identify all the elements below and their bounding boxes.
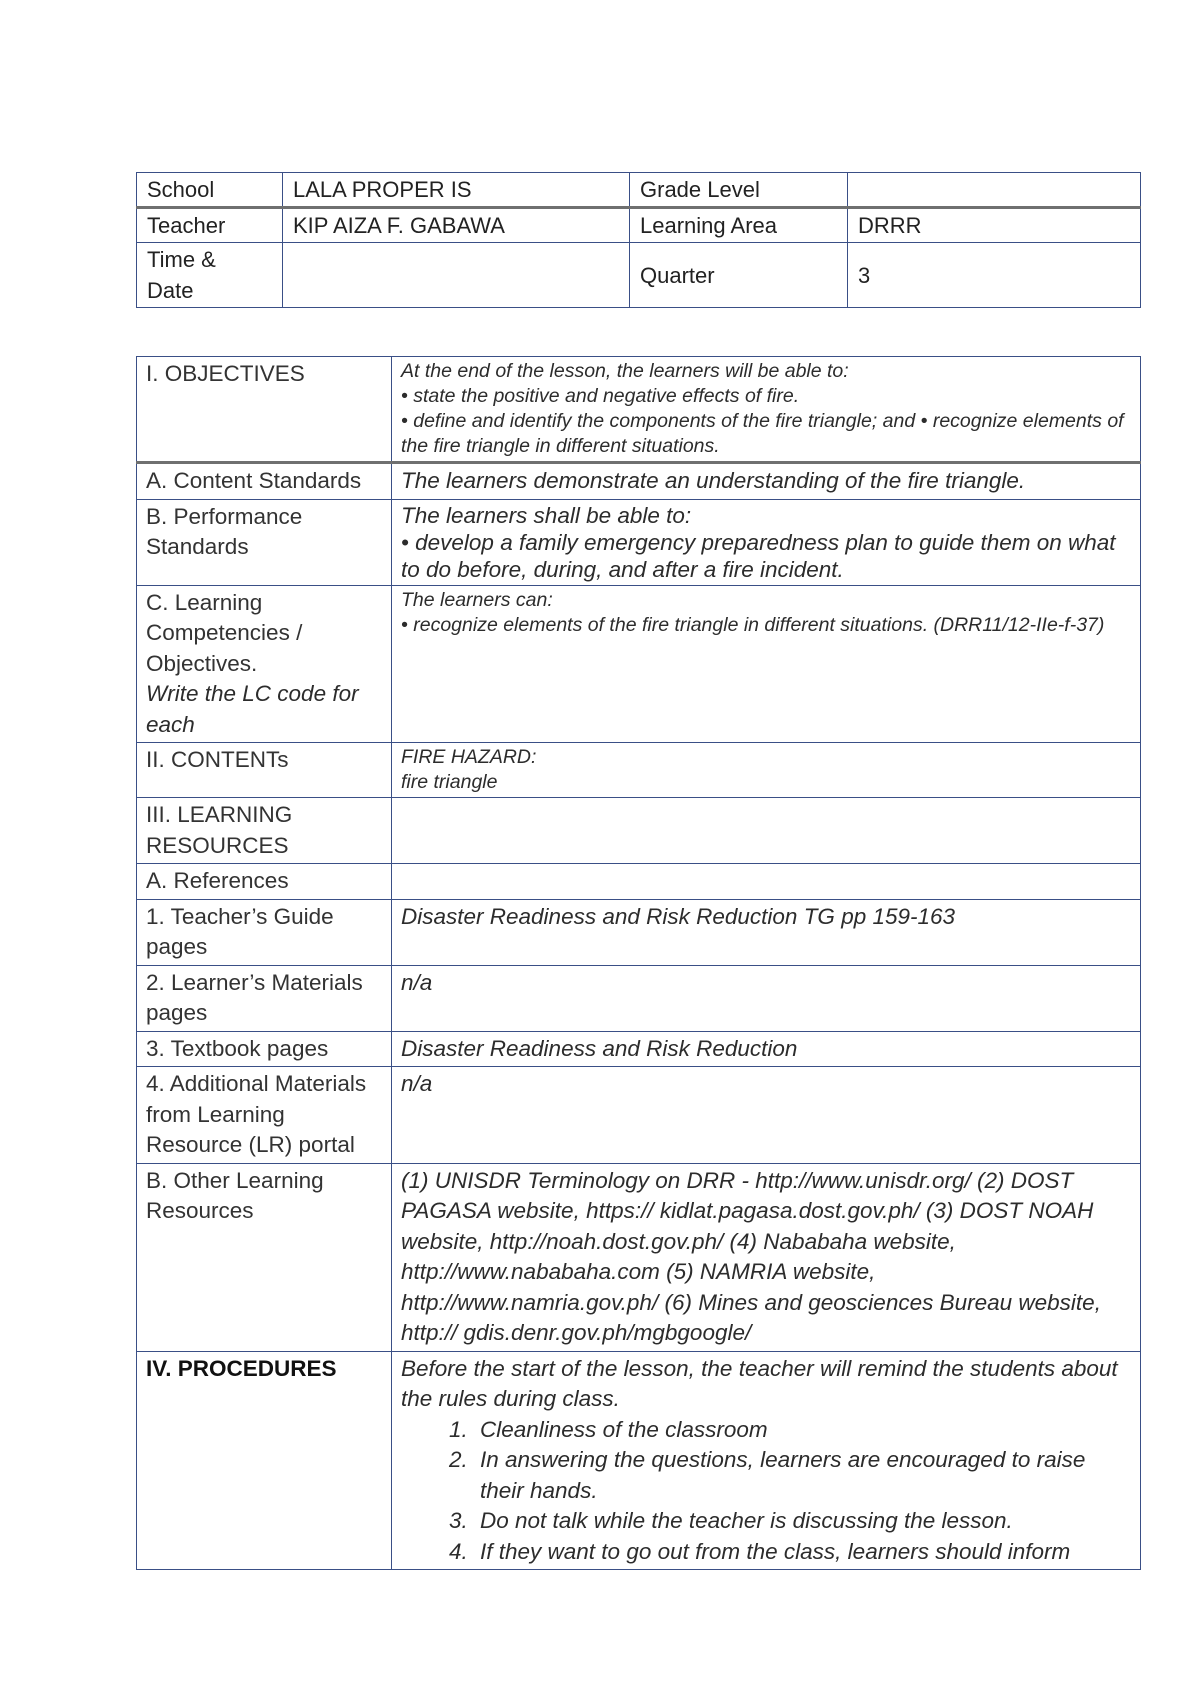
content-standards-label: A. Content Standards — [137, 463, 392, 500]
list-item: 3. Do not talk while the teacher is discussing the lesson. — [474, 1506, 1131, 1537]
time-date-label — [137, 243, 283, 308]
other-resources-value: (1) UNISDR Terminology on DRR - http://www.unisdr.org/ (2) DOST PAGASA website, https:// kidlat.pagasa.dost.gov.ph/ (3) DOST NOAH website, http://noah.dost.gov.ph/ (4) Nababaha website, http://www.nababaha.com (5) NAMRIA website, http://www.namria.gov.ph/ (6) Mines and geosciences Bureau website, http:// gdis.denr.gov.ph/mgbgoogle/ — [392, 1163, 1141, 1351]
lesson-plan-table — [136, 356, 1141, 1570]
objectives-line2: • define and identify the components of the fire triangle; and • recognize elements of the fire triangle in different situations. — [401, 410, 1124, 457]
school-label: School — [137, 173, 283, 208]
references-label: A. References — [137, 864, 392, 900]
other-resources-row — [137, 1163, 1141, 1351]
teacher-row — [137, 208, 1141, 243]
list-item: 2. In answering the questions, learners are encouraged to raise their hands. — [474, 1445, 1131, 1506]
contents-line1: FIRE HAZARD: — [401, 746, 537, 768]
learning-competencies-note: Write the LC code for each — [146, 681, 359, 737]
learning-resources-label: III. LEARNING RESOURCES — [137, 798, 392, 864]
contents-row — [137, 743, 1141, 798]
other-resources-label: B. Other Learning Resources — [137, 1163, 392, 1351]
objectives-line1: • state the positive and negative effects of fire. — [401, 385, 800, 407]
textbook-label: 3. Textbook pages — [137, 1031, 392, 1067]
performance-standards-value — [392, 499, 1141, 585]
time-date-row — [137, 243, 1141, 308]
performance-standards-text: • develop a family emergency preparedness plan to guide them on what to do before, during, and after a fire incident. — [401, 529, 1116, 582]
learning-competencies-label — [137, 585, 392, 743]
learning-area-value: DRRR — [848, 208, 1141, 243]
references-value — [392, 864, 1141, 900]
textbook-row — [137, 1031, 1141, 1067]
textbook-value: Disaster Readiness and Risk Reduction — [392, 1031, 1141, 1067]
learning-competencies-text: • recognize elements of the fire triangle in different situations. (DRR11/12-IIe-f-37) — [401, 613, 1105, 636]
learning-resources-value — [392, 798, 1141, 864]
learners-materials-label: 2. Learner’s Materials pages — [137, 965, 392, 1031]
additional-materials-value: n/a — [392, 1067, 1141, 1164]
objectives-label: I. OBJECTIVES — [137, 357, 392, 463]
school-row — [137, 173, 1141, 208]
contents-value — [392, 743, 1141, 798]
header-info-table — [136, 172, 1141, 308]
teacher-value: KIP AIZA F. GABAWA — [283, 208, 630, 243]
performance-standards-row — [137, 499, 1141, 585]
class-rules-list — [401, 1415, 1131, 1568]
teachers-guide-label: 1. Teacher’s Guide pages — [137, 899, 392, 965]
additional-materials-row — [137, 1067, 1141, 1164]
procedures-intro: Before the start of the lesson, the teacher will remind the students about the rules during class. — [401, 1355, 1118, 1411]
list-item: 4. If they want to go out from the class, learners should inform — [474, 1537, 1131, 1568]
content-standards-row — [137, 463, 1141, 500]
school-value: LALA PROPER IS — [283, 173, 630, 208]
grade-level-label: Grade Level — [630, 173, 848, 208]
learners-materials-value: n/a — [392, 965, 1141, 1031]
list-item: 1. Cleanliness of the classroom — [474, 1415, 1131, 1446]
additional-materials-label: 4. Additional Materials from Learning Resource (LR) portal — [137, 1067, 392, 1164]
learning-competencies-intro: The learners can: — [401, 588, 553, 611]
teachers-guide-value: Disaster Readiness and Risk Reduction TG pp 159-163 — [392, 899, 1141, 965]
performance-standards-intro: The learners shall be able to: — [401, 502, 692, 528]
teacher-label: Teacher — [137, 208, 283, 243]
teachers-guide-row — [137, 899, 1141, 965]
contents-line2: fire triangle — [401, 771, 498, 793]
objectives-value — [392, 357, 1141, 463]
references-row — [137, 864, 1141, 900]
learners-materials-row — [137, 965, 1141, 1031]
learning-area-label: Learning Area — [630, 208, 848, 243]
quarter-value: 3 — [848, 243, 1141, 308]
content-standards-value: The learners demonstrate an understanding of the fire triangle. — [392, 463, 1141, 500]
time-date-value — [283, 243, 630, 308]
learning-competencies-row — [137, 585, 1141, 743]
procedures-row — [137, 1351, 1141, 1570]
procedures-value — [392, 1351, 1141, 1570]
time-date-label-line1: Time & — [147, 247, 216, 272]
performance-standards-label: B. Performance Standards — [137, 499, 392, 585]
learning-competencies-title: C. Learning Competencies / Objectives. — [146, 589, 303, 676]
learning-competencies-value — [392, 585, 1141, 743]
contents-label: II. CONTENTs — [137, 743, 392, 798]
objectives-intro: At the end of the lesson, the learners will be able to: — [401, 360, 849, 382]
learning-resources-row — [137, 798, 1141, 864]
procedures-label: IV. PROCEDURES — [137, 1351, 392, 1570]
objectives-row — [137, 357, 1141, 463]
quarter-label: Quarter — [630, 243, 848, 308]
time-date-label-line2: Date — [147, 278, 194, 303]
grade-level-value — [848, 173, 1141, 208]
